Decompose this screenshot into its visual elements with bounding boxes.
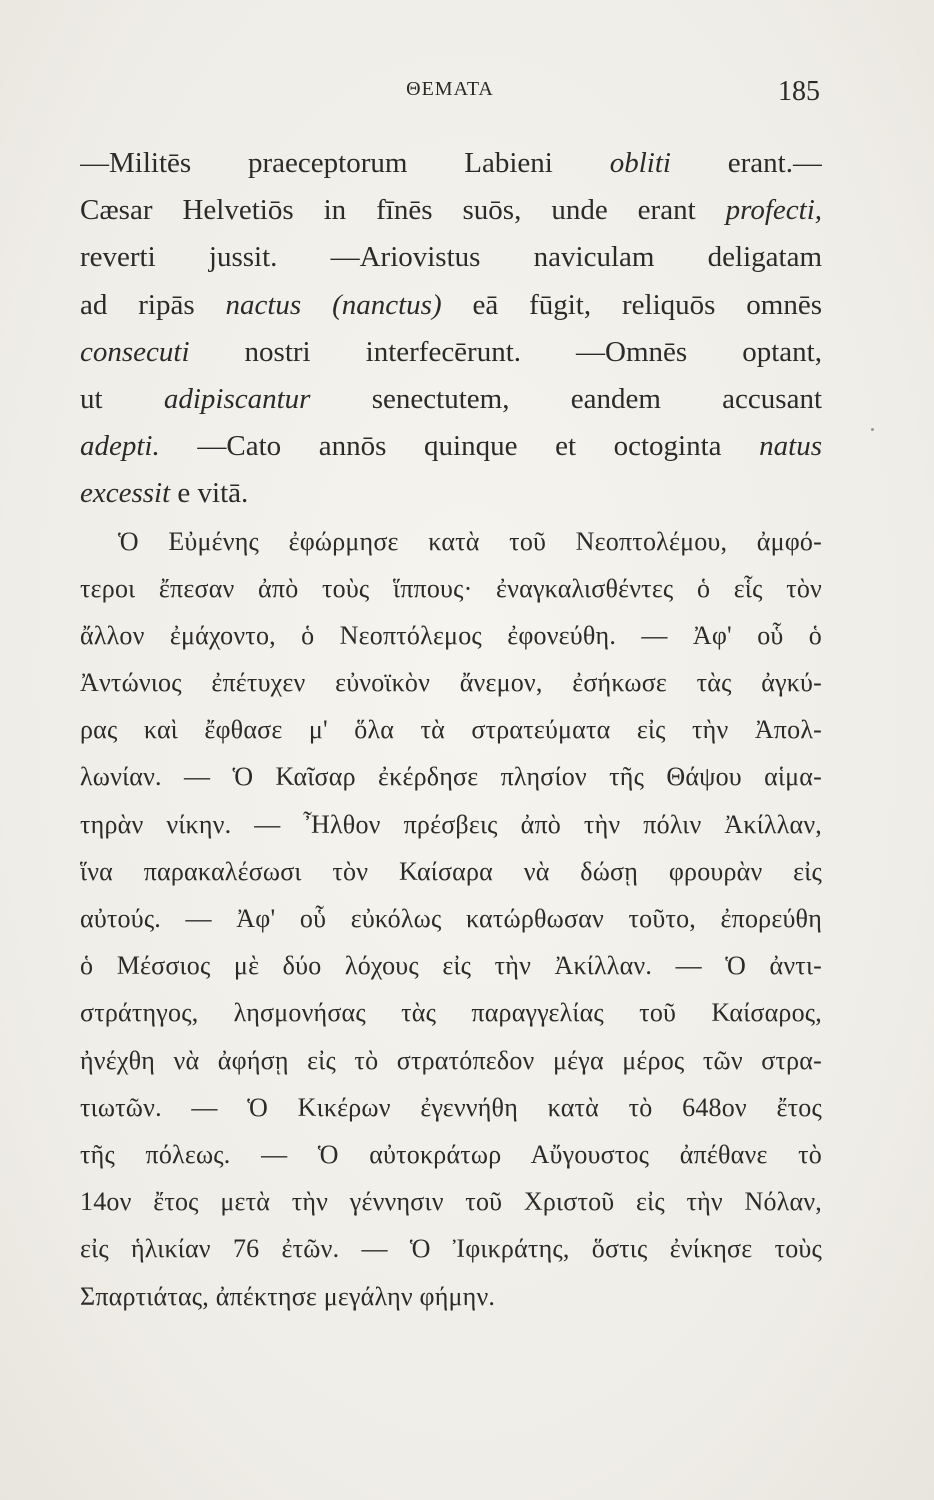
text-segment: ἄλλον ἐμάχοντο, ὁ Νεοπτόλεμος ἐφονεύθη. — Ἀφ' οὗ ὁ [80, 620, 822, 650]
running-title: ΘΕΜΑΤΑ [406, 78, 494, 100]
page-header [80, 76, 820, 116]
italic-text: excessit [80, 477, 171, 510]
text-segment: nostri interfecērunt. —Omnēs optant, [189, 335, 822, 368]
text-line [80, 706, 822, 753]
text-line [80, 423, 822, 470]
text-segment: ut [80, 382, 164, 415]
paper-speck [871, 428, 874, 431]
text-segment: τῆς πόλεως. — Ὁ αὐτοκράτωρ Αὔγουστος ἀπέθανε τὸ [80, 1139, 822, 1169]
italic-text: natus [759, 430, 822, 463]
text-line [80, 1225, 822, 1272]
text-line [80, 942, 822, 989]
text-line [80, 848, 822, 895]
italic-text: obliti [609, 147, 671, 179]
text-segment: ἵνα παρακαλέσωσι τὸν Καίσαρα νὰ δώσῃ φρουρὰν εἰς [80, 856, 822, 886]
text-line [80, 659, 822, 706]
text-segment: ad ripās [80, 288, 226, 321]
text-segment: τιωτῶν. — Ὁ Κικέρων ἐγεννήθη κατὰ τὸ 648ον ἔτος [80, 1092, 822, 1122]
italic-text: profecti, [725, 194, 822, 227]
text-segment: ἠνέχθη νὰ ἀφήσῃ εἰς τὸ στρατόπεδον μέγα μέρος τῶν στρα- [80, 1045, 822, 1075]
text-line [80, 282, 822, 329]
italic-text: adepti. [80, 430, 160, 463]
text-line [80, 1131, 822, 1178]
text-line [80, 376, 822, 423]
text-segment: senectutem, eandem accusant [310, 382, 822, 415]
text-segment: Cæsar Helvetiōs in fīnēs suōs, unde erant [80, 194, 726, 227]
text-segment: Ἀντώνιος ἐπέτυχεν εὐνοϊκὸν ἄνεμον, ἐσήκωσε τὰς ἀγκύ- [80, 668, 822, 698]
text-line [80, 895, 822, 942]
italic-text: adipiscantur [163, 382, 311, 415]
text-line [80, 1273, 822, 1320]
text-segment: e vitā. [170, 477, 249, 510]
text-segment: αὐτούς. — Ἀφ' οὗ εὐκόλως κατώρθωσαν τοῦτο, ἐπορεύθη [80, 904, 822, 933]
text-line [80, 140, 822, 187]
italic-text: consecuti [80, 335, 190, 368]
text-segment: —Militēs praeceptorum Labieni [80, 147, 610, 179]
text-segment: erant.— [670, 147, 822, 179]
text-line [80, 234, 822, 281]
italic-text: nactus (nanctus) [225, 288, 442, 321]
text-line [80, 1178, 822, 1225]
text-segment: τηρὰν νίκην. — Ἦλθον πρέσβεις ἀπὸ τὴν πόλιν Ἀκίλλαν, [80, 809, 822, 839]
text-segment: reverti jussit. —Ariovistus naviculam deligatam [80, 241, 822, 274]
text-line [80, 565, 822, 612]
text-line [80, 753, 822, 800]
text-line [80, 187, 822, 234]
text-line [80, 470, 822, 517]
text-segment: 14ον ἔτος μετὰ τὴν γέννησιν τοῦ Χριστοῦ εἰς τὴν Νόλαν, [80, 1187, 822, 1217]
text-line [80, 989, 822, 1036]
text-line [80, 518, 822, 565]
text-line [80, 1037, 822, 1084]
text-segment: στράτηγος, λησμονήσας τὰς παραγγελίας τοῦ Καίσαρος, [80, 998, 822, 1028]
text-segment: εἰς ἡλικίαν 76 ἐτῶν. — Ὁ Ἰφικράτης, ὅστις ἐνίκησε τοὺς [80, 1234, 822, 1264]
text-segment: ρας καὶ ἔφθασε μ' ὅλα τὰ στρατεύματα εἰς τὴν Ἀπολ- [80, 715, 822, 745]
text-segment: λωνίαν. — Ὁ Καῖσαρ ἐκέρδησε πλησίον τῆς Θάψου αἱμα- [80, 762, 822, 792]
text-line [80, 329, 822, 376]
text-segment: —Cato annōs quinque et octoginta [159, 430, 760, 463]
text-line [80, 1084, 822, 1131]
text-segment: eā fūgit, reliquōs omnēs [441, 288, 822, 321]
text-segment: τεροι ἔπεσαν ἀπὸ τοὺς ἵππους· ἐναγκαλισθέντες ὁ εἷς τὸν [80, 573, 822, 603]
text-segment: Ὁ Εὐμένης ἐφώρμησε κατὰ τοῦ Νεοπτολέμου, ἀμφό- [118, 526, 822, 556]
text-segment: Σπαρτιάτας, ἀπέκτησε μεγάλην φήμην. [80, 1281, 496, 1311]
text-line [80, 801, 822, 848]
page-number: 185 [778, 76, 820, 107]
text-line [80, 612, 822, 659]
text-segment: ὁ Μέσσιος μὲ δύο λόχους εἰς τὴν Ἀκίλλαν. — Ὁ ἀντι- [80, 951, 822, 981]
body-text [80, 140, 822, 1320]
